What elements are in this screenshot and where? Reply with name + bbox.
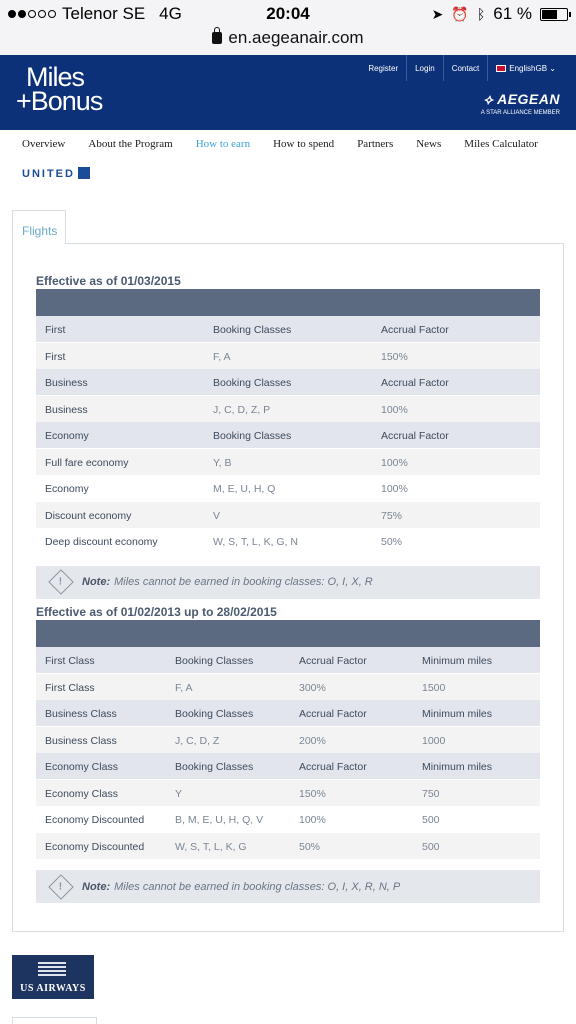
warning-icon: ! bbox=[48, 569, 73, 594]
clock: 20:04 bbox=[266, 4, 310, 23]
logo-line2: +Bonus bbox=[16, 86, 103, 116]
table-cell: Discount economy bbox=[45, 509, 132, 522]
logo-line1: Miles bbox=[26, 62, 85, 92]
table-cell: 75% bbox=[381, 509, 403, 522]
us-airways-flag-icon bbox=[38, 962, 66, 978]
aegean-logo[interactable] bbox=[481, 91, 560, 116]
table-row bbox=[36, 833, 540, 859]
section-title: Effective as of 01/03/2015 bbox=[36, 274, 181, 288]
table-cell: Booking Classes bbox=[213, 324, 292, 336]
table-group-header bbox=[36, 422, 540, 448]
next-partner-stub bbox=[12, 1017, 97, 1024]
table-cell: M, E, U, H, Q bbox=[213, 483, 276, 495]
table-cell: Economy bbox=[45, 483, 89, 495]
note-label: Note: bbox=[82, 880, 111, 893]
table-cell: First Class bbox=[45, 681, 95, 694]
table-row bbox=[36, 674, 540, 700]
table-cell: Economy Class bbox=[45, 787, 118, 800]
table-row bbox=[36, 528, 540, 554]
location-arrow-icon: ➤ bbox=[431, 5, 444, 22]
tab-flights[interactable]: Flights bbox=[12, 210, 66, 244]
table-header-bar bbox=[36, 620, 540, 647]
table-row bbox=[36, 475, 540, 501]
table-cell: 1000 bbox=[422, 734, 446, 747]
table-header-bar bbox=[36, 289, 540, 316]
table-cell: 150% bbox=[381, 350, 408, 363]
table-cell: Booking Classes bbox=[213, 377, 292, 389]
table-cell: First bbox=[45, 350, 66, 363]
table-cell: Booking Classes bbox=[213, 430, 292, 442]
table-row bbox=[36, 727, 540, 753]
url-bar[interactable] bbox=[0, 28, 576, 55]
nav-item[interactable]: About the Program bbox=[88, 138, 173, 150]
language-label: EnglishGB bbox=[509, 64, 548, 73]
table-cell: First bbox=[45, 324, 66, 336]
table-cell: Business Class bbox=[45, 708, 117, 720]
table-cell: W, S, T, L, K, G, N bbox=[213, 536, 298, 548]
table-cell: Accrual Factor bbox=[299, 708, 367, 720]
chevron-down-icon: ⌄ bbox=[549, 64, 556, 73]
nav-item[interactable]: How to spend bbox=[273, 138, 335, 150]
table-cell: Booking Classes bbox=[175, 761, 254, 773]
nav-item[interactable]: Overview bbox=[22, 138, 66, 150]
table-row bbox=[36, 502, 540, 528]
nav-item[interactable]: Miles Calculator bbox=[464, 138, 538, 150]
carrier-name: Telenor SE bbox=[62, 4, 146, 23]
table-row bbox=[36, 806, 540, 832]
nav-item[interactable]: News bbox=[416, 138, 442, 150]
url-text: en.aegeanair.com bbox=[228, 28, 364, 47]
us-airways-text: US AIRWAYS bbox=[20, 983, 86, 994]
bluetooth-icon: ᛒ bbox=[476, 6, 486, 22]
table-cell: Economy Class bbox=[45, 761, 118, 773]
table-cell: Booking Classes bbox=[175, 655, 254, 667]
table-cell: Business bbox=[45, 403, 88, 416]
table-group-header bbox=[36, 316, 540, 342]
table-row bbox=[36, 396, 540, 422]
table-cell: Deep discount economy bbox=[45, 536, 158, 548]
table-cell: Accrual Factor bbox=[381, 430, 449, 442]
battery-icon bbox=[540, 8, 568, 21]
table-cell: J, C, D, Z, P bbox=[213, 403, 271, 416]
language-selector[interactable] bbox=[487, 55, 564, 81]
table-cell: J, C, D, Z bbox=[175, 734, 220, 747]
table-cell: 1500 bbox=[422, 681, 446, 694]
status-bar bbox=[0, 0, 576, 28]
table-group-header bbox=[36, 700, 540, 726]
united-logo[interactable] bbox=[22, 167, 90, 180]
table-cell: Y bbox=[175, 787, 183, 800]
table-cell: Economy Discounted bbox=[45, 814, 145, 826]
table-cell: 300% bbox=[299, 681, 326, 694]
note-label: Note: bbox=[82, 576, 111, 588]
table-cell: 750 bbox=[422, 787, 440, 800]
nav-item[interactable]: Partners bbox=[357, 138, 394, 150]
table-cell: Booking Classes bbox=[175, 708, 254, 720]
table-cell: Accrual Factor bbox=[299, 761, 367, 773]
table-cell: 100% bbox=[299, 814, 326, 826]
contact-link[interactable]: Contact bbox=[443, 55, 488, 81]
miles-bonus-logo[interactable] bbox=[12, 62, 103, 116]
table-group-header bbox=[36, 753, 540, 779]
lock-icon bbox=[212, 32, 222, 44]
table-cell: 50% bbox=[299, 840, 321, 853]
united-text: UNITED bbox=[22, 168, 75, 180]
main-nav bbox=[0, 130, 576, 158]
table-row bbox=[36, 343, 540, 369]
table-cell: 100% bbox=[381, 483, 408, 495]
table-cell: Accrual Factor bbox=[381, 377, 449, 389]
uk-flag-icon bbox=[496, 65, 506, 72]
alarm-icon: ⏰ bbox=[451, 5, 469, 22]
table-row bbox=[36, 449, 540, 475]
login-link[interactable]: Login bbox=[406, 55, 443, 81]
table-cell: Economy Discounted bbox=[45, 840, 145, 853]
table-cell: Business Class bbox=[45, 734, 117, 747]
network-type: 4G bbox=[159, 4, 182, 23]
note-box bbox=[36, 566, 540, 599]
table-cell: Accrual Factor bbox=[299, 655, 367, 667]
table-cell: Minimum miles bbox=[422, 708, 493, 720]
status-right bbox=[432, 4, 568, 24]
table-cell: Business bbox=[45, 377, 88, 389]
table-cell: B, M, E, U, H, Q, V bbox=[175, 814, 264, 826]
table-cell: Accrual Factor bbox=[381, 324, 449, 336]
table-cell: 500 bbox=[422, 814, 440, 826]
battery-percent: 61 % bbox=[493, 4, 532, 23]
table-cell: First Class bbox=[45, 655, 95, 667]
top-links bbox=[360, 55, 564, 81]
table-cell: Full fare economy bbox=[45, 456, 129, 469]
table-cell: 100% bbox=[381, 456, 408, 469]
table-cell: Minimum miles bbox=[422, 761, 493, 773]
table-cell: Minimum miles bbox=[422, 655, 493, 667]
aegean-brand: AEGEAN bbox=[497, 91, 560, 107]
site-header bbox=[0, 55, 576, 130]
table-cell: 150% bbox=[299, 787, 326, 800]
table-cell: 200% bbox=[299, 734, 326, 747]
table-cell: 50% bbox=[381, 536, 403, 548]
aegean-bird-icon: ⟡ bbox=[483, 91, 498, 107]
register-link[interactable]: Register bbox=[368, 64, 399, 73]
note-text: Miles cannot be earned in booking classes: O, I, X, R bbox=[114, 576, 373, 588]
note-box bbox=[36, 870, 540, 903]
table-cell: F, A bbox=[213, 350, 231, 363]
table-cell: Economy bbox=[45, 430, 89, 442]
table-cell: 100% bbox=[381, 403, 408, 416]
table-cell: F, A bbox=[175, 681, 193, 694]
table-row bbox=[36, 780, 540, 806]
note-text: Miles cannot be earned in booking classes: O, I, X, R, N, P bbox=[114, 880, 401, 893]
table-cell: 500 bbox=[422, 840, 440, 853]
aegean-tagline: A STAR ALLIANCE MEMBER bbox=[480, 110, 560, 116]
table-group-header bbox=[36, 369, 540, 395]
section-title: Effective as of 01/02/2013 up to 28/02/2015 bbox=[36, 605, 277, 619]
table-cell: Y, B bbox=[213, 456, 232, 469]
table-group-header bbox=[36, 647, 540, 673]
nav-item[interactable]: How to earn bbox=[195, 138, 251, 150]
table-cell: V bbox=[213, 509, 221, 522]
table-cell: W, S, T, L, K, G bbox=[175, 840, 247, 853]
united-globe-icon bbox=[78, 167, 90, 179]
warning-icon: ! bbox=[48, 874, 73, 899]
us-airways-logo[interactable] bbox=[12, 955, 94, 999]
